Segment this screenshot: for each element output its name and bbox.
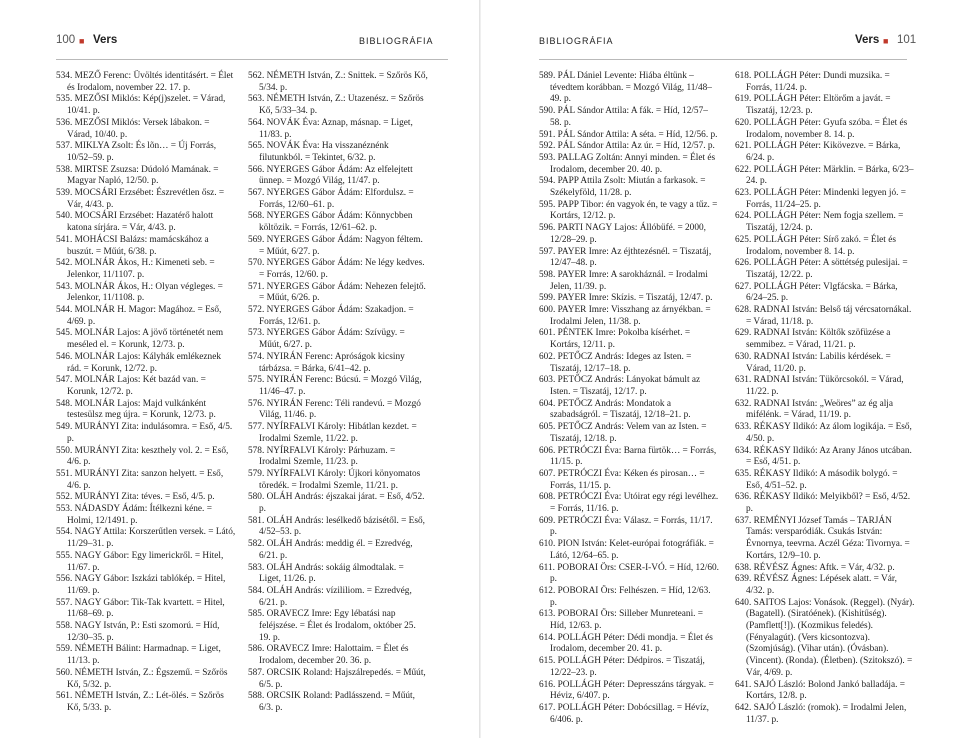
bibliography-entry: 611. POBORAI Örs: CSER-I-VÓ. = Híd, 12/60. p. [539,562,719,585]
bibliography-entry: 544. MOLNÁR H. Magor: Magához. = Eső, 4/69. p. [56,305,222,327]
bibliography-entry: 599. PAYER Imre: Skízis. = Tiszatáj, 12/47. p. [539,293,713,304]
bibliography-entry: 545. MOLNÁR Lajos: A jövő történetét nem meséled el. = Korunk, 12/73. p. [56,328,224,351]
bibliography-entry: 578. NYÍRFALVI Károly: Párhuzam. = Irodalmi Szemle, 11/23. p. [248,445,396,468]
bibliography-entry: 605. PETŐCZ András: Velem van az Isten. = Tiszatáj, 12/18. p. [539,422,707,444]
bibliography-entry: 581. OLÁH András: lesélkedő bázisétől. = Eső, 4/52–53. p. [248,515,425,538]
bibliography-entry: 556. NAGY Gábor: Iszkázi tablókép. = Hitel, 11/69. p. [56,574,226,596]
bibliography-entry: 639. RÉVÉSZ Ágnes: Lépések alatt. = Vár, 4/32. p. [735,574,897,596]
bibliography-entry: 600. PAYER Imre: Visszhang az árnyékban. = Irodalmi Jelen, 11/38. p. [539,305,711,327]
column-2 [248,71,428,715]
page-gutter [479,0,481,738]
bibliography-entry: 598. PAYER Imre: A sarokháznál. = Irodalmi Jelen, 11/39. p. [539,269,708,292]
bibliography-entry: 543. MOLNÁR Ákos, H.: Olyan végleges. = Jelenkor, 11/1108. p. [56,281,223,304]
bibliography-entry: 590. PÁL Sándor Attila: A fák. = Híd, 12/57–58. p. [539,106,708,128]
bibliography-entry: 641. SAJÓ László: Bolond Jankó balladája. = Kortárs, 12/8. p. [735,679,905,702]
bibliography-entry: 577. NYÍRFALVI Károly: Hibátlan kezdet. = Irodalmi Szemle, 11/22. p. [248,422,417,444]
bibliography-entry: 585. ORAVECZ Imre: Egy lébatási nap feléjszése. = Élet és Irodalom, október 25. 19. p. [248,609,416,643]
bibliography-entry: 625. POLLÁGH Péter: Sírő zakó. = Élet és Irodalom, november 8. 14. p. [735,234,896,257]
bibliography-entry: 621. POLLÁGH Péter: Kikövezve. = Bárka, 6/24. p. [735,141,901,163]
bibliography-entry: 561. NÉMETH István, Z.: Lét-ölés. = Szőrös Kő, 5/33. p. [56,691,224,713]
right-page-number: 101 [897,34,917,46]
left-page-header [0,34,480,54]
bibliography-entry: 584. OLÁH András: vízililiom. = Ezredvég, 6/21. p. [248,585,412,608]
bibliography-entry: 601. PÉNTEK Imre: Pokolba kísérhet. = Kortárs, 12/11. p. [539,328,691,351]
bibliography-entry: 536. MEZŐSI Miklós: Versek lábakon. = Várad, 10/40. p. [56,117,210,140]
bibliography-entry: 623. POLLÁGH Péter: Mindenki legyen jó. = Forrás, 11/24–25. p. [735,188,907,210]
bibliography-entry: 638. RÉVÉSZ Ágnes: Aftk. = Vár, 4/32. p. [735,562,895,573]
bibliography-entry: 549. MURÁNYI Zita: indulásomra. = Eső, 4/5. p. [56,422,233,444]
bibliography-entry: 563. NÉMETH István, Z.: Utazenész. = Szőrös Kő, 5/33–34. p. [248,94,424,117]
bibliography-entry: 636. RÉKASY Ildikó: Melyikből? = Eső, 4/52. p. [735,492,911,515]
right-bibliography-label: BIBLIOGRÁFIA [539,36,614,46]
bibliography-entry: 586. ORAVECZ Imre: Halottaim. = Élet és Irodalom, december 20. 36. p. [248,644,409,667]
bibliography-entry: 642. SAJÓ László: (romok). = Irodalmi Jelen, 11/37. p. [735,702,907,725]
bibliography-entry: 547. MOLNÁR Lajos: Két bazád van. = Korunk, 12/72. p. [56,375,206,397]
bibliography-entry: 540. MOCSÁRI Erzsébet: Hazatérő halott katona sírjára. = Vár, 4/43. p. [56,211,214,234]
bibliography-entry: 574. NYIRÁN Ferenc: Apróságok kicsiny tárbázsa. = Bárka, 6/41–42. p. [248,351,405,374]
bibliography-entry: 609. PETRÓCZI Éva: Válasz. = Forrás, 11/17. p. [539,515,713,538]
bibliography-entry: 588. ORCSIK Roland: Padlásszend. = Műút, 6/3. p. [248,691,415,713]
left-bibliography-label: BIBLIOGRÁFIA [359,36,434,46]
right-header-separator: ■ [883,36,889,46]
bibliography-entry: 593. PALLAG Zoltán: Annyi minden. = Élet és Irodalom, december 20. 40. p. [539,152,716,175]
bibliography-entry: 628. RADNAI István: Belső táj vércsatornákal. = Várad, 11/18. p. [735,305,912,327]
bibliography-entry: 558. NAGY István, P.: Esti szomorú. = Híd, 12/30–35. p. [56,621,220,643]
bibliography-entry: 546. MOLNÁR Lajos: Kályhák emlékeznek rád. = Korunk, 12/72. p. [56,351,221,374]
bibliography-entry: 637. REMÉNYI József Tamás – TARJÁN Tamás: versparódiák. Csukás István: Évnornya, teevrna. Aczél Géza: Tivornya. = Kortárs, 12/9–10. p. [735,515,910,561]
bibliography-entry: 542. MOLNÁR Ákos, H.: Kimeneti seb. = Jelenkor, 11/1107. p. [56,258,215,280]
bibliography-entry: 559. NÉMETH Bálint: Harmadnap. = Liget, 11/13. p. [56,644,221,667]
bibliography-entry: 597. PAYER Imre: Az éjthtezésnél. = Tiszatáj, 12/47–48. p. [539,246,712,269]
bibliography-entry: 629. RADNAI István: Költők szöfüzése a semmibez. = Várad, 11/21. p. [735,328,891,351]
bibliography-entry: 565. NOVÁK Éva: Ha visszanéznénk filutunkból. = Tekintet, 6/32. p. [248,141,389,163]
bibliography-entry: 607. PETRÓCZI Éva: Kéken és pirosan… = Forrás, 11/15. p. [539,468,705,491]
bibliography-entry: 592. PÁL Sándor Attila: Az úr. = Híd, 12/57. p. [539,141,715,152]
bibliography-entry: 622. POLLÁGH Péter: Märklin. = Bárka, 6/23–24. p. [735,164,914,187]
bibliography-entry: 627. POLLÁGH Péter: Vlgfácska. = Bárka, 6/24–25. p. [735,281,898,304]
left-section-name: Vers [93,34,118,46]
bibliography-entry: 548. MOLNÁR Lajos: Majd vulkánként testesülsz meg újra. = Korunk, 12/73. p. [56,398,216,421]
bibliography-entry: 580. OLÁH András: éjszakai járat. = Eső, 4/52. p. [248,492,425,515]
bibliography-entry: 624. POLLÁGH Péter: Nem fogja szellem. = Tiszatáj, 12/24. p. [735,211,904,234]
bibliography-entry: 541. MOHÁCSI Balázs: mamácskához a buszút. = Műút, 6/38. p. [56,234,209,257]
bibliography-entry: 626. POLLÁGH Péter: A söttétség pulesijai. = Tiszatáj, 12/22. p. [735,258,908,280]
bibliography-entry: 539. MOCSÁRI Erzsébet: Észrevétlen ősz. = Vár, 4/43. p. [56,188,225,210]
bibliography-entry: 572. NYERGES Gábor Ádám: Szakadjon. = Forrás, 12/61. p. [248,305,414,327]
bibliography-entry: 573. NYERGES Gábor Ádám: Szívügy. = Műút, 6/27. p. [248,328,405,351]
bibliography-entry: 553. NÁDASDY Ádám: Ítélkezni kéne. = Holmi, 12/1491. p. [56,504,212,526]
bibliography-entry: 538. MIRTSE Zsuzsa: Dúdoló Mamának. = Magyar Napló, 12/50. p. [56,164,219,187]
bibliography-entry: 535. MEZŐSI Miklós: Kép(j)szelet. = Várad, 10/41. p. [56,94,226,117]
bibliography-entry: 583. OLÁH András: sokáig álmodtalak. = Liget, 11/26. p. [248,562,404,585]
bibliography-entry: 633. RÉKASY Ildikó: Az álom logikája. = Eső, 4/50. p. [735,422,912,444]
right-page-header [480,34,960,54]
bibliography-entry: 619. POLLÁGH Péter: Eltörőm a javát. = Tiszatáj, 12/23. p. [735,94,891,117]
bibliography-entry: 602. PETŐCZ András: Ideges az Isten. = Tiszatáj, 12/17–18. p. [539,351,692,374]
bibliography-entry: 575. NYIRÁN Ferenc: Búcsú. = Mozgó Világ, 11/46–47. p. [248,375,422,397]
bibliography-entry: 570. NYERGES Gábor Ádám: Ne légy kedves. = Forrás, 12/60. p. [248,258,425,280]
bibliography-entry: 564. NOVÁK Éva: Aznap, másnap. = Liget, 11/83. p. [248,117,413,140]
bibliography-entry: 595. PAPP Tibor: én vagyok én, te vagy a tűz. = Kortárs, 12/12. p. [539,199,718,222]
bibliography-entry: 634. RÉKASY Ildikó: Az Arany János utcában. = Eső, 4/51. p. [735,445,912,468]
bibliography-entry: 594. PAPP Attila Zsolt: Miután a farkasok. = Székelyföld, 11/28. p. [539,176,706,199]
bibliography-entry: 630. RADNAI István: Labilis kérdések. = Várad, 11/20. p. [735,351,891,374]
bibliography-entry: 614. POLLÁGH Péter: Dédi mondja. = Élet és Irodalom, december 20. 41. p. [539,632,713,655]
bibliography-entry: 640. SAITOS Lajos: Vonások. (Reggel). (Nyár). (Bagatell). (Siratóének). (Kishitűség). (Pamflett[!]). (Kozmikus feledés). (Fényalagút). (Vers kicsontozva). (Szomjúság). (Vihar után). (Óvásban). (Vincent). (Ronda). (Életben). (Szitokszó). = Vár, 4/69. p. [735,597,915,678]
bibliography-entry: 552. MURÁNYI Zita: téves. = Eső, 4/5. p. [56,492,215,503]
bibliography-entry: 534. MEZŐ Ferenc: Üvöltés identitásért. = Élet és Irodalom, november 22. 17. p. [56,71,234,93]
bibliography-entry: 582. OLÁH András: meddig él. = Ezredvég, 6/21. p. [248,539,413,561]
bibliography-entry: 615. POLLÁGH Péter: Dédpiros. = Tiszatáj, 12/22–23. p. [539,656,705,678]
bibliography-entry: 606. PETRÓCZI Éva: Barna fürtök… = Forrás, 11/15. p. [539,445,717,468]
left-header-separator: ■ [79,36,85,46]
bibliography-entry: 569. NYERGES Gábor Ádám: Nagyon féltem. = Műút, 6/27. p. [248,234,423,257]
bibliography-entry: 610. PION István: Kelet-európai fotográfiák. = Látó, 12/64–65. p. [539,539,714,561]
bibliography-entry: 635. RÉKASY Ildikó: A második bolygó. = Eső, 4/51–52. p. [735,468,898,491]
bibliography-entry: 613. POBORAI Örs: Silleber Munreteani. = Híd, 12/63. p. [539,609,704,632]
bibliography-entry: 568. NYERGES Gábor Ádám: Könnycbben költözik. = Forrás, 12/61–62. p. [248,211,413,234]
bibliography-entry: 620. POLLÁGH Péter: Gyufa szóba. = Élet és Irodalom, november 8. 14. p. [735,117,908,140]
bibliography-entry: 571. NYERGES Gábor Ádám: Nehezen felejtő. = Műút, 6/26. p. [248,281,426,304]
bibliography-entry: 550. MURÁNYI Zita: keszthely vol. 2. = Eső, 4/6. p. [56,445,229,468]
bibliography-entry: 589. PÁL Dániel Levente: Hiába éltünk – tévedtem korábban. = Mozgó Világ, 11/48–49. p. [539,71,712,105]
left-page-number: 100 [56,34,76,46]
bibliography-entry: 566. NYERGES Gábor Ádám: Az elfelejtett ünnep. = Mozgó Világ, 11/47. p. [248,164,413,187]
bibliography-entry: 604. PETŐCZ András: Mondatok a szabadságról. = Tiszatáj, 12/18–21. p. [539,398,691,421]
bibliography-entry: 612. POBORAI Örs: Felhészen. = Híd, 12/63. p. [539,585,711,608]
bibliography-entry: 616. POLLÁGH Péter: Depresszáns tárgyak. = Héviz, 6/407. p. [539,679,714,702]
bibliography-entry: 617. POLLÁGH Péter: Dobócsillag. = Hévíz, 6/406. p. [539,702,709,725]
bibliography-entry: 562. NÉMETH István, Z.: Snittek. = Szőrös Kő, 5/34. p. [248,71,428,93]
column-4 [735,71,915,726]
right-header-rule [539,59,907,60]
bibliography-entry: 579. NYÍRFALVI Károly: Újkori könyomatos töredék. = Irodalmi Szemle, 11/21. p. [248,468,421,491]
bibliography-entry: 632. RADNAI István: „Weöres” az ég alja mifélénk. = Várad, 11/19. p. [735,398,894,421]
bibliography-entry: 537. MIKLYA Zsolt: És lõn… = Új Forrás, 10/52–59. p. [56,141,217,163]
bibliography-entry: 608. PETRÓCZI Éva: Utóirat egy régi levélhez. = Forrás, 11/16. p. [539,492,719,515]
left-header-rule [56,59,448,60]
bibliography-entry: 555. NAGY Gábor: Egy limerickről. = Hitel, 11/67. p. [56,550,224,573]
bibliography-entry: 631. RADNAI István: Tükörcsokól. = Várad, 11/22. p. [735,375,904,397]
bibliography-entry: 557. NAGY Gábor: Tik-Tak kvartett. = Hitel, 11/68–69. p. [56,597,225,620]
bibliography-entry: 567. NYERGES Gábor Ádám: Elfordulsz. = Forrás, 12/60–61. p. [248,188,414,210]
column-3 [539,71,719,726]
bibliography-entry: 551. MURÁNYI Zita: sanzon helyett. = Eső, 4/6. p. [56,468,224,491]
bibliography-entry: 576. NYIRÁN Ferenc: Téli randevú. = Mozgó Világ, 11/46. p. [248,398,421,421]
bibliography-entry: 587. ORCSIK Roland: Hajszálrepedés. = Műút, 6/5. p. [248,667,426,690]
bibliography-entry: 618. POLLÁGH Péter: Dundi muzsika. = Forrás, 11/24. p. [735,71,890,93]
right-section-name: Vers [855,34,880,46]
bibliography-entry: 603. PETŐCZ András: Lányokat bámult az Isten. = Tiszatáj, 12/17. p. [539,375,701,397]
bibliography-entry: 591. PÁL Sándor Attila: A séta. = Híd, 12/56. p. [539,129,718,140]
bibliography-entry: 560. NÉMETH István, Z.: Égszemű. = Szőrös Kő, 5/32. p. [56,667,228,690]
bibliography-entry: 554. NAGY Attila: Korszerűtlen versek. = Látó, 11/29–31. p. [56,527,236,550]
bibliography-entry: 596. PARTI NAGY Lajos: Állóbüfé. = 2000, 12/28–29. p. [539,223,706,245]
column-1 [56,71,236,715]
